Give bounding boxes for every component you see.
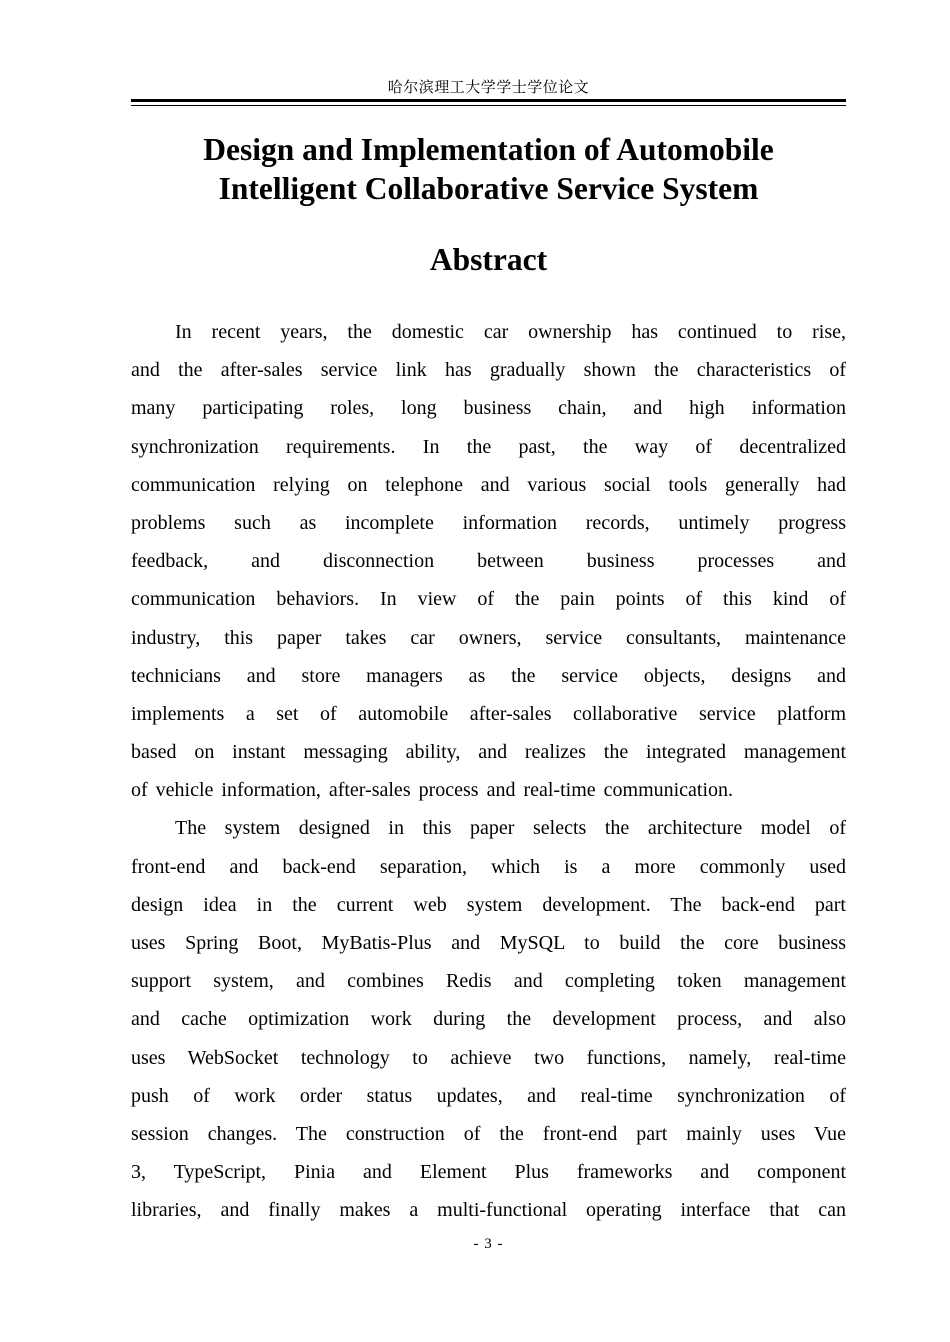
text-line: session changes. The construction of the front-end part mainly uses Vue xyxy=(131,1122,846,1145)
header-rule xyxy=(131,99,846,106)
text-line: many participating roles, long business chain, and high information xyxy=(131,397,846,420)
paper-title-line-2: Intelligent Collaborative Service System xyxy=(218,171,759,206)
text-line: In recent years, the domestic car ownership has continued to rise, xyxy=(175,321,846,343)
abstract-paragraph-1 xyxy=(131,313,846,809)
text-line: based on instant messaging ability, and realizes the integrated management xyxy=(131,741,846,764)
text-line: implements a set of automobile after-sales collaborative service platform xyxy=(131,702,846,725)
text-line: uses WebSocket technology to achieve two functions, namely, real-time xyxy=(131,1046,846,1069)
abstract-paragraph-2 xyxy=(131,809,846,1229)
text-line: The system designed in this paper selects the architecture model of xyxy=(175,817,846,840)
text-line: technicians and store managers as the service objects, designs and xyxy=(131,664,846,687)
text-line: communication behaviors. In view of the pain points of this kind of xyxy=(131,588,846,611)
text-line: uses Spring Boot, MyBatis-Plus and MySQL to build the core business xyxy=(131,932,846,954)
running-header: 哈尔滨理工大学学士学位论文 xyxy=(387,80,590,96)
text-line: of vehicle information, after-sales process and real-time communication. xyxy=(131,779,734,802)
text-line: and the after-sales service link has gradually shown the characteristics of xyxy=(131,359,846,382)
text-line: industry, this paper takes car owners, service consultants, maintenance xyxy=(131,626,846,649)
paper-title-line-1: Design and Implementation of Automobile xyxy=(203,132,774,167)
abstract-heading: Abstract xyxy=(429,242,548,277)
text-line: libraries, and finally makes a multi-functional operating interface that can xyxy=(131,1199,846,1222)
text-line: 3, TypeScript, Pinia and Element Plus frameworks and component xyxy=(131,1161,846,1184)
text-line: and cache optimization work during the development process, and also xyxy=(131,1008,846,1031)
paper-title xyxy=(131,130,846,208)
text-line: front-end and back-end separation, which is a more commonly used xyxy=(131,855,846,878)
page-number: - 3 - xyxy=(473,1236,504,1252)
text-line: problems such as incomplete information records, untimely progress xyxy=(131,511,846,534)
text-line: support system, and combines Redis and completing token management xyxy=(131,970,846,993)
text-line: feedback, and disconnection between business processes and xyxy=(131,550,846,573)
text-line: design idea in the current web system development. The back-end part xyxy=(131,893,846,916)
abstract-body xyxy=(131,313,846,1230)
text-line: synchronization requirements. In the past, the way of decentralized xyxy=(131,435,846,458)
text-line: push of work order status updates, and real-time synchronization of xyxy=(131,1084,846,1107)
text-line: communication relying on telephone and various social tools generally had xyxy=(131,473,846,496)
